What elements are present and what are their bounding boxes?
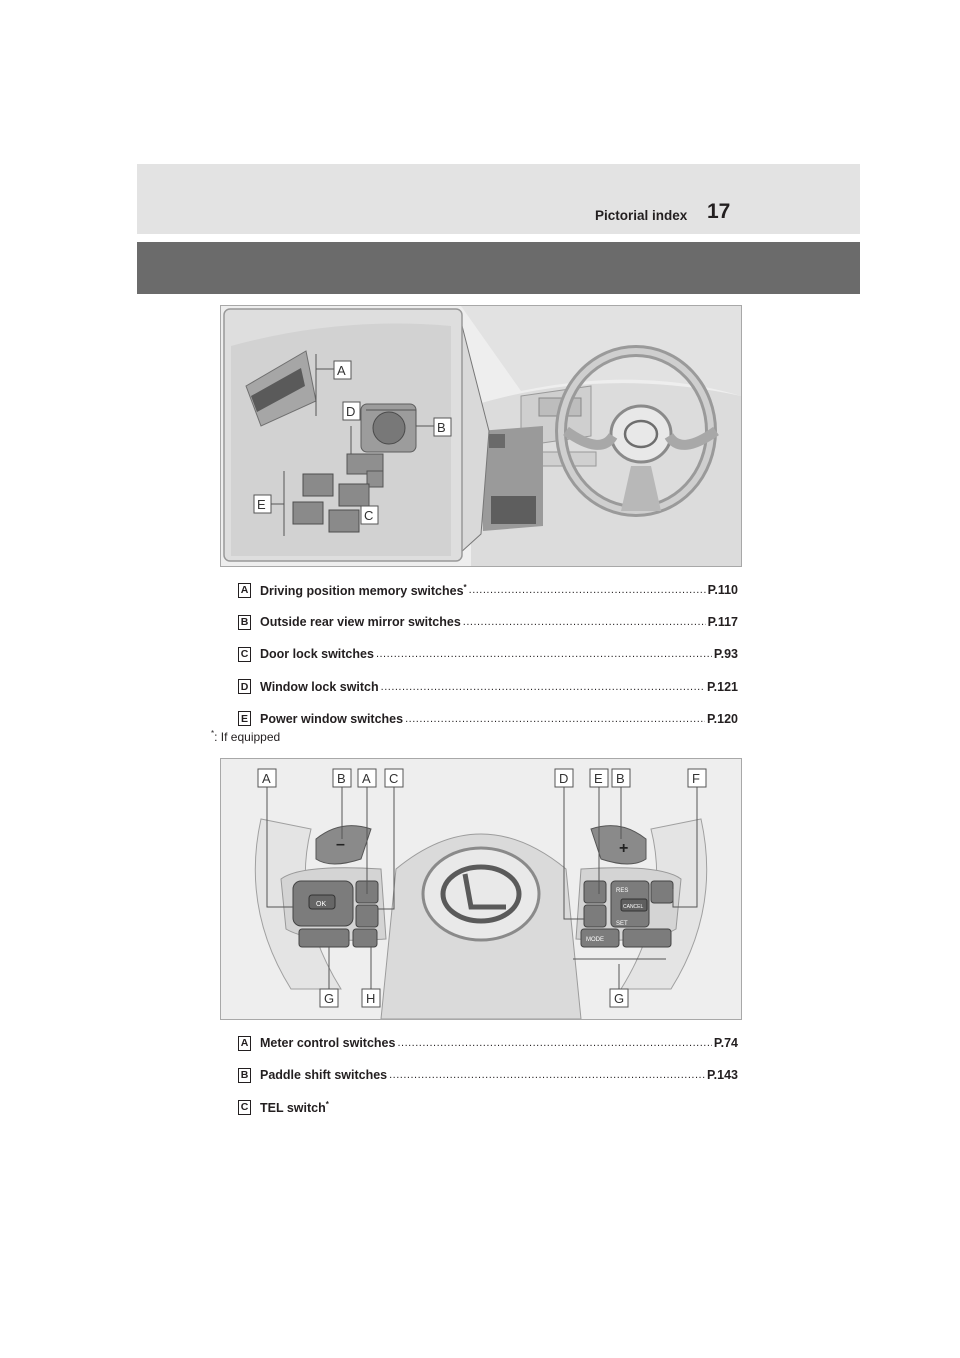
svg-text:F: F — [692, 771, 700, 786]
callout-b — [612, 769, 630, 787]
item-letter-badge: D — [238, 679, 251, 694]
svg-text:E: E — [594, 771, 603, 786]
callout-g — [320, 989, 338, 1007]
callout-e — [254, 495, 271, 513]
svg-text:H: H — [366, 991, 376, 1006]
leader-dots — [397, 1037, 711, 1049]
callout-b — [333, 769, 351, 787]
svg-text:C: C — [389, 771, 399, 786]
leader-dots — [389, 1069, 705, 1081]
item-label: TEL switch — [260, 1101, 326, 1116]
svg-text:G: G — [324, 991, 335, 1006]
list-item — [238, 606, 738, 638]
door-switch-list — [238, 574, 738, 735]
callout-c — [361, 506, 378, 524]
callout-d — [555, 769, 573, 787]
callout-a — [334, 361, 351, 379]
steering-wheel-switches-illustration — [220, 758, 742, 1020]
callout-a — [258, 769, 276, 787]
callout-h — [362, 989, 380, 1007]
item-letter-badge: C — [238, 647, 251, 662]
svg-text:B: B — [616, 771, 625, 786]
list-item — [238, 574, 738, 606]
list-item — [238, 1027, 738, 1059]
callout-f — [688, 769, 706, 787]
svg-text:B: B — [437, 420, 446, 435]
page-reference[interactable]: P.93 — [713, 647, 738, 662]
door-switches-illustration — [220, 305, 742, 567]
section-title: Pictorial index — [595, 208, 688, 223]
item-label: Power window switches — [260, 711, 404, 726]
item-letter-badge: A — [238, 583, 251, 598]
item-letter-badge: E — [238, 711, 251, 726]
asterisk-mark: * — [463, 582, 467, 592]
item-label: Outside rear view mirror switches — [260, 615, 461, 630]
list-item — [238, 638, 738, 670]
list-item — [238, 1059, 738, 1091]
svg-text:A: A — [337, 363, 346, 378]
item-label: Meter control switches — [260, 1036, 396, 1051]
svg-text:E: E — [257, 497, 266, 512]
leader-dots — [405, 713, 705, 725]
page-reference[interactable]: P.117 — [707, 615, 738, 630]
leader-dots — [376, 648, 712, 660]
callout-a — [358, 769, 376, 787]
asterisk-mark: * — [325, 1099, 329, 1109]
page-reference[interactable]: P.110 — [707, 583, 738, 598]
svg-text:G: G — [614, 991, 625, 1006]
list-item — [238, 671, 738, 703]
item-label: Window lock switch — [260, 679, 379, 694]
svg-text:D: D — [346, 404, 356, 419]
item-letter-badge: C — [238, 1100, 251, 1115]
svg-text:A: A — [262, 771, 271, 786]
header-band — [137, 164, 860, 234]
item-label: Paddle shift switches — [260, 1068, 388, 1083]
paddle-minus-glyph: – — [336, 836, 345, 853]
list-item — [238, 1091, 738, 1123]
svg-text:C: C — [364, 508, 374, 523]
page-number: 17 — [707, 200, 731, 223]
svg-text:D: D — [559, 771, 569, 786]
callout-e — [590, 769, 608, 787]
page-reference[interactable]: P.121 — [706, 679, 738, 694]
res-label: RES — [616, 888, 629, 894]
paddle-plus-glyph: + — [619, 840, 629, 857]
page-reference[interactable]: P.74 — [713, 1036, 738, 1051]
callout-b — [434, 418, 451, 436]
set-label: SET — [616, 921, 628, 927]
callout-c — [385, 769, 403, 787]
page-reference[interactable]: P.143 — [706, 1068, 738, 1083]
callout-g — [610, 989, 628, 1007]
leader-dots — [469, 584, 706, 596]
svg-text:B: B — [337, 771, 346, 786]
leader-dots — [463, 616, 706, 628]
callout-d — [343, 402, 360, 420]
ok-button-label: OK — [316, 901, 327, 908]
section-banner — [137, 242, 860, 294]
item-letter-badge: B — [238, 615, 251, 630]
mode-label: MODE — [586, 937, 604, 943]
footnote: *: If equipped — [211, 729, 281, 744]
item-letter-badge: B — [238, 1068, 251, 1083]
svg-text:A: A — [362, 771, 371, 786]
item-label: Driving position memory switches — [260, 583, 464, 598]
page-reference[interactable]: P.120 — [706, 711, 738, 726]
item-label: Door lock switches — [260, 647, 374, 662]
steering-switch-list — [238, 1027, 738, 1124]
cancel-label: CANCEL — [623, 904, 644, 910]
item-letter-badge: A — [238, 1036, 251, 1051]
list-item — [238, 703, 738, 735]
leader-dots — [381, 681, 705, 693]
